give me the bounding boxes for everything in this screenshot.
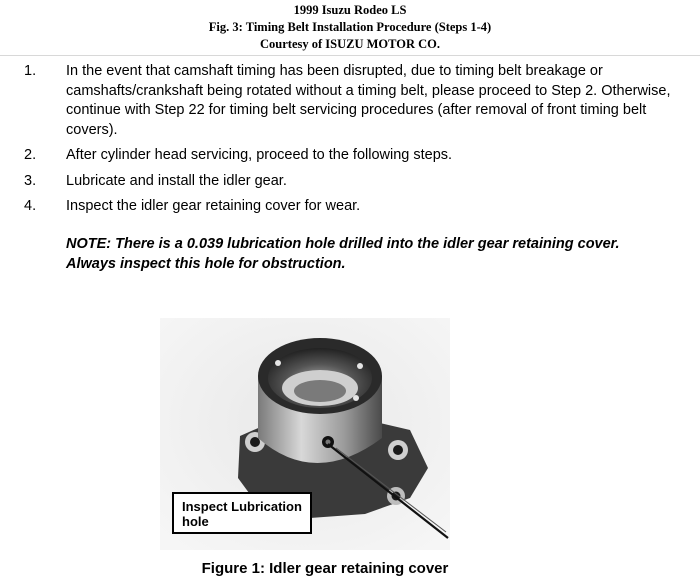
step-number: 1. — [24, 63, 37, 79]
step-1 — [0, 62, 700, 140]
callout-line-2: hole — [182, 514, 209, 529]
header-vehicle: 1999 Isuzu Rodeo LS — [293, 3, 407, 17]
step-3 — [0, 172, 700, 192]
callout-line-1: Inspect Lubrication — [182, 499, 302, 514]
step-4 — [0, 197, 700, 217]
document-header — [0, 2, 700, 53]
figure-caption-text: Figure 1: Idler gear retaining cover — [201, 560, 449, 577]
lubrication-hole-callout — [172, 492, 312, 534]
step-text: In the event that camshaft timing has been disrupted, due to timing belt breakage or camshafts/crankshaft being rotated without a timing belt, please proceed to Step 2. Otherwise, continue with Step 22 for timing belt servicing procedures (after removal of front timing belt covers). — [66, 63, 671, 138]
step-text: Inspect the idler gear retaining cover for wear. — [66, 198, 361, 214]
step-text: After cylinder head servicing, proceed to the following steps. — [66, 147, 453, 163]
header-figure-title: Fig. 3: Timing Belt Installation Procedure (Steps 1-4) — [208, 20, 492, 34]
note-line-2: Always inspect this hole for obstruction. — [66, 256, 346, 272]
step-number: 3. — [24, 172, 37, 189]
figure-caption — [0, 560, 700, 577]
step-2 — [0, 146, 700, 166]
step-number: 4. — [24, 198, 37, 214]
note-line-1: NOTE: There is a 0.039 lubrication hole drilled into the idler gear retaining cover. — [66, 236, 620, 252]
steps-list — [0, 62, 700, 223]
header-courtesy: Courtesy of ISUZU MOTOR CO. — [260, 37, 440, 51]
lubrication-note — [66, 234, 691, 274]
step-text: Lubricate and install the idler gear. — [66, 172, 287, 189]
header-divider — [0, 55, 700, 56]
step-number: 2. — [24, 147, 37, 163]
